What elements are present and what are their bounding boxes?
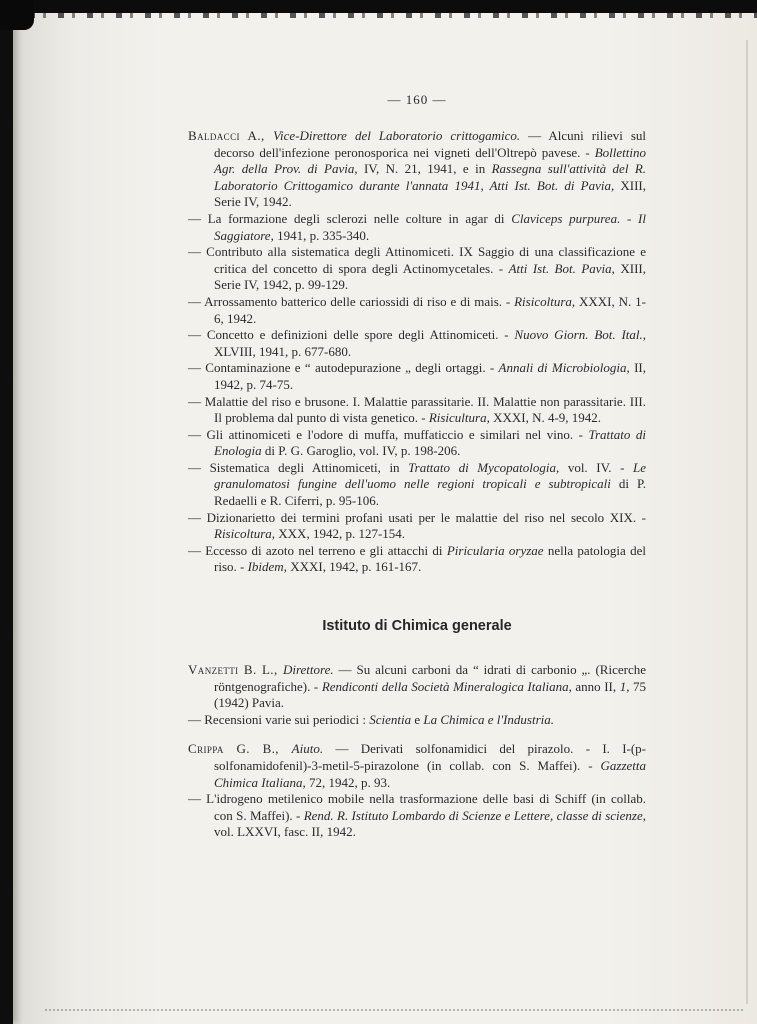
italic-text-run: Vice-Direttore del Laboratorio crittogamico. xyxy=(273,128,521,143)
bibliography-entry xyxy=(188,427,646,460)
italic-text-run: La Chimica e l'Industria. xyxy=(423,711,555,727)
italic-text-run: Rendiconti della Società Mineralogica Italiana, xyxy=(321,678,572,694)
bibliography-entry xyxy=(188,211,646,244)
scan-artifact-top-band xyxy=(0,0,757,13)
scan-artifact-corner-blob xyxy=(0,0,34,30)
text-run: - xyxy=(620,210,639,226)
text-run: XXXI, N. 1-6, 1942. xyxy=(214,293,646,326)
text-run: — Contributo alla sistematica degli Attinomiceti. IX Saggio di una classificazione e critica del concetto di spora degli Actinomycetales. - xyxy=(188,244,646,276)
text-run: — Dizionarietto dei termini profani usati per le malattie del riso nel secolo XIX. - xyxy=(188,509,646,525)
entry-group xyxy=(188,662,646,728)
italic-text-run: Rend. R. Istituto Lombardo di Scienze e Lettere, classe di scienze, xyxy=(303,807,647,823)
bibliography-entry xyxy=(188,510,646,543)
italic-text-run: Trattato di Enologia xyxy=(214,426,646,459)
text-run: — Sistematica degli Attinomiceti, in xyxy=(188,459,409,475)
italic-text-run: Il Saggiatore, xyxy=(214,210,646,243)
page-number: — 160 — xyxy=(387,92,447,107)
bibliography-entry xyxy=(188,394,646,427)
italic-text-run: 1, xyxy=(619,678,630,694)
italic-text-run: Rassegna sull'attività del R. Laboratorio Crittogamico durante l'annata 1941, Atti Ist. Bot. di Pavia, xyxy=(214,161,647,193)
bibliography-entry xyxy=(188,244,646,294)
text-run: di P. G. Garoglio, vol. IV, p. 198-206. xyxy=(261,443,461,459)
text-run: XXX, 1942, p. 127-154. xyxy=(275,526,406,542)
italic-text-run: Ibidem, xyxy=(247,559,287,575)
text-run: — La formazione degli sclerozi nelle colture in agar di xyxy=(188,210,512,226)
text-run: 1941, p. 335-340. xyxy=(273,227,370,243)
text-run: — Concetto e definizioni delle spore degli Attinomiceti. - xyxy=(188,327,515,343)
page-body xyxy=(188,92,646,841)
text-run: 75 (1942) Pavia. xyxy=(214,678,646,711)
bibliography-content xyxy=(188,128,646,841)
text-run: XXXI, N. 4-9, 1942. xyxy=(489,410,602,426)
text-run: — Derivati solfonamidici del pirazolo. - I. I-(p-solfonamidofenil)-3-metil-5-pirazolone (in collab. con S. Maffei). - xyxy=(214,741,647,773)
text-run: IV, N. 21, 1941, e in xyxy=(357,161,492,177)
bibliography-entry xyxy=(188,741,646,791)
scan-artifact-top-ragged-edge xyxy=(0,13,757,18)
italic-text-run: Risicoltura, xyxy=(214,526,276,542)
bibliography-entry xyxy=(188,294,646,327)
text-run: — Malattie del riso e brusone. I. Malattie parassitarie. II. Malattie non parassitarie. III. Il problema dal punto di vista genetico. - xyxy=(188,393,646,426)
author-name: Crippa G. B., xyxy=(188,741,292,757)
italic-text-run: Piricularia oryzae xyxy=(446,542,544,558)
text-run: nella patologia del riso. - xyxy=(214,542,646,575)
text-run: XLVIII, 1941, p. 677-680. xyxy=(214,343,352,359)
text-run: — Su alcuni carboni da “ idrati di carbonio „. (Ricerche röntgenografiche). - xyxy=(214,662,646,694)
entry-group xyxy=(188,741,646,841)
text-run: anno II, xyxy=(571,678,620,694)
bibliography-section xyxy=(188,618,646,841)
italic-text-run: Claviceps purpurea. xyxy=(511,210,621,226)
italic-text-run: Direttore. xyxy=(282,662,334,678)
text-run: e xyxy=(411,711,424,727)
text-run: di P. Redaelli e R. Ciferri, p. 95-106. xyxy=(214,476,646,509)
bibliography-entry xyxy=(188,791,646,841)
text-run: XIII, Serie IV, 1942. xyxy=(214,177,646,210)
bibliography-section xyxy=(188,128,646,576)
text-run: — Recensioni varie sui periodici : xyxy=(188,711,370,727)
bibliography-entry xyxy=(188,128,646,211)
text-run: — Arrossamento batterico delle cariossidi di riso e di mais. - xyxy=(188,293,515,309)
bibliography-entry xyxy=(188,327,646,360)
text-run: — Alcuni rilievi sul decorso dell'infezione peronosporica nei vigneti dell'Oltrepò pavese. - xyxy=(214,128,646,160)
bibliography-entry xyxy=(188,712,646,729)
italic-text-run: Nuovo Giorn. Bot. Ital., xyxy=(514,327,646,343)
author-name: Baldacci A., xyxy=(188,128,274,143)
text-run: — Eccesso di azoto nel terreno e gli attacchi di xyxy=(188,542,447,558)
italic-text-run: Scientia xyxy=(369,711,412,727)
italic-text-run: Risicoltura, xyxy=(514,293,576,309)
italic-text-run: Gazzetta Chimica Italiana, xyxy=(214,758,646,790)
scan-artifact-left-band xyxy=(0,0,13,1024)
text-run: XXXI, 1942, p. 161-167. xyxy=(286,559,422,575)
text-run: — Gli attinomiceti e l'odore di muffa, muffaticcio e similari nel vino. - xyxy=(188,426,589,442)
text-run: vol. LXXVI, fasc. II, 1942. xyxy=(214,824,356,840)
text-run: — L'idrogeno metilenico mobile nella trasformazione delle basi di Schiff (in collab. con S. Maffei). - xyxy=(188,791,646,823)
bibliography-entry xyxy=(188,543,646,576)
italic-text-run: Atti Ist. Bot. Pavia, xyxy=(508,260,615,276)
text-run: 72, 1942, p. 93. xyxy=(305,774,391,790)
scan-artifact-right-edge-line xyxy=(746,40,748,1004)
text-run: XIII, Serie IV, 1942, p. 99-129. xyxy=(214,260,646,293)
entry-group xyxy=(188,128,646,576)
author-name: Vanzetti B. L., xyxy=(188,662,283,678)
scan-artifact-bottom-speckle-line xyxy=(45,1009,743,1011)
bibliography-entry xyxy=(188,662,646,712)
italic-text-run: Annali di Microbiologia, xyxy=(498,360,630,376)
italic-text-run: Aiuto. xyxy=(291,741,324,757)
text-run: — Contaminazione e “ autodepurazione „ degli ortaggi. - xyxy=(188,360,499,376)
italic-text-run: Bollettino Agr. della Prov. di Pavia, xyxy=(214,144,646,177)
italic-text-run: Trattato di Mycopatologia, xyxy=(408,459,560,475)
italic-text-run: Risicultura, xyxy=(428,410,490,426)
section-heading: Istituto di Chimica generale xyxy=(322,618,512,635)
italic-text-run: Le granulomatosi fungine dell'uomo nelle regioni tropicali e subtropicali xyxy=(214,459,647,492)
bibliography-entry xyxy=(188,360,646,393)
text-run: vol. IV. - xyxy=(559,459,634,475)
text-run: II, 1942, p. 74-75. xyxy=(214,360,646,392)
bibliography-entry xyxy=(188,460,646,510)
